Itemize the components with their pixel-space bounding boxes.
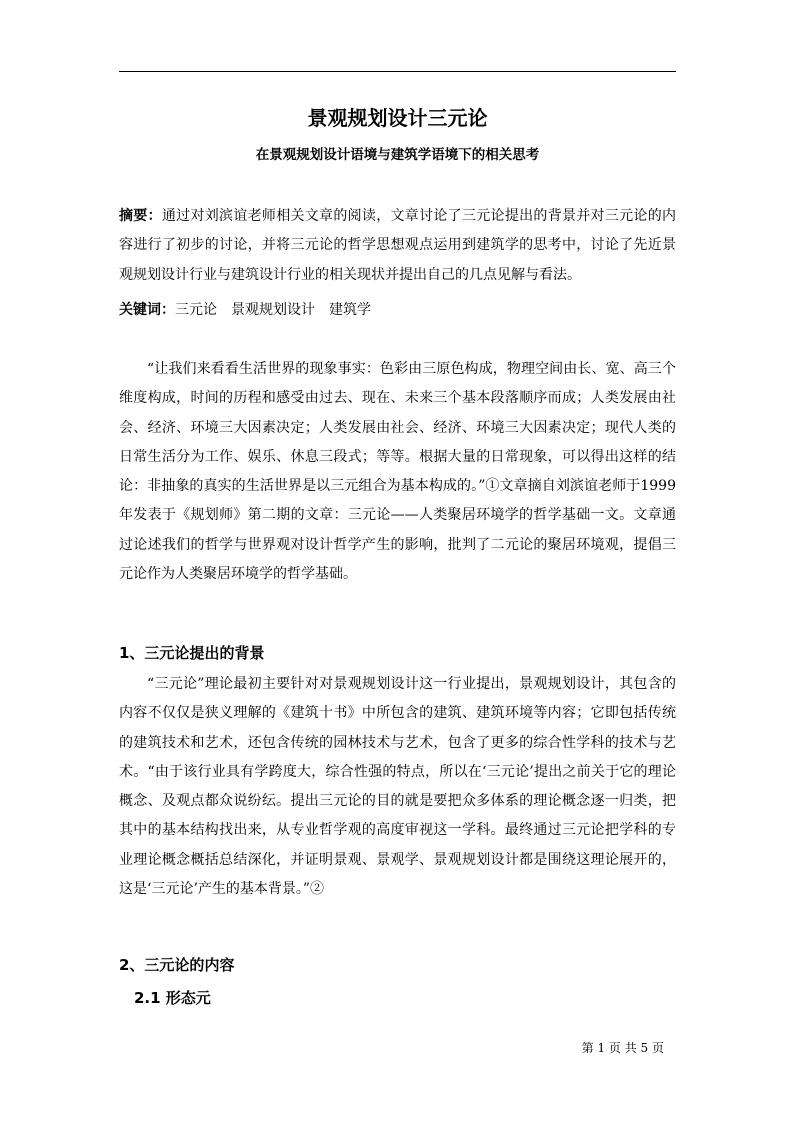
document-title: 景观规划设计三元论 (307, 106, 488, 130)
header-rule (119, 71, 676, 72)
body-paragraph: “三元论”理论最初主要针对对景观规划设计这一行业提出，景观规划设计，其包含的内容不仅仅是狭义理解的《建筑十书》中所包含的建筑、建筑环境等内容；它即包括传统的建筑技术和艺术，还包含传统的园林技术与艺术，包含了更多的综合性学科的技术与艺术。“由于该行业具有学跨度大，综合性强的特点，所以在‘三元论’提出之前关于它的理论概念、及观点都众说纷纭。提出三元论的目的就是要把众多体系的理论概念逐一归类，把其中的基本结构找出来，从专业哲学观的高度审视这一学科。最终通过三元论把学科的专业理论概念概括总结深化，并证明景观、景观学、景观规划设计都是围绕这理论展开的，这是‘三元论’产生的基本背景。”② (119, 676, 676, 898)
abstract-text: 通过对刘滨谊老师相关文章的阅读，文章讨论了三元论提出的背景并对三元论的内容进行了初步的讨论，并将三元论的哲学思想观点运用到建筑学的思考中，讨论了先近景观规划设计行业与建筑设计行业的相关现状并提出自己的几点见解与看法。 (119, 208, 677, 283)
abstract-paragraph (119, 202, 676, 290)
section-heading: 2、三元论的内容 (119, 956, 235, 974)
body-paragraph: “让我们来看看生活世界的现象事实：色彩由三原色构成，物理空间由长、宽、高三个维度构成，时间的历程和感受由过去、现在、未来三个基本段落顺序而成；人类发展由社会、经济、环境三大因素决定；人类发展由社会、经济、环境三大因素决定；现代人类的日常生活分为工作、娱乐、休息三段式；等等。根据大量的日常现象，可以得出这样的结论：非抽象的真实的生活世界是以三元组合为基本构成的。”①文章摘自刘滨谊老师于1999年发表于《规划师》第二期的文章：三元论——人类聚居环境学的哲学基础一文。文章通过论述我们的哲学与世界观对设计哲学产生的影响，批判了二元论的聚居环境观，提倡三元论作为人类聚居环境学的哲学基础。 (119, 361, 676, 583)
abstract-label: 摘要： (119, 208, 162, 224)
keywords-text: 三元论 景观规划设计 建筑学 (175, 302, 371, 318)
section-heading: 1、三元论提出的背景 (119, 644, 265, 662)
document-subtitle: 在景观规划设计语境与建筑学语境下的相关思考 (255, 147, 540, 163)
keywords-line (119, 296, 676, 325)
keywords-label: 关键词： (119, 302, 175, 318)
page-number: 第 1 页 共 5 页 (581, 1041, 664, 1055)
subsection-heading: 2.1 形态元 (134, 989, 211, 1007)
